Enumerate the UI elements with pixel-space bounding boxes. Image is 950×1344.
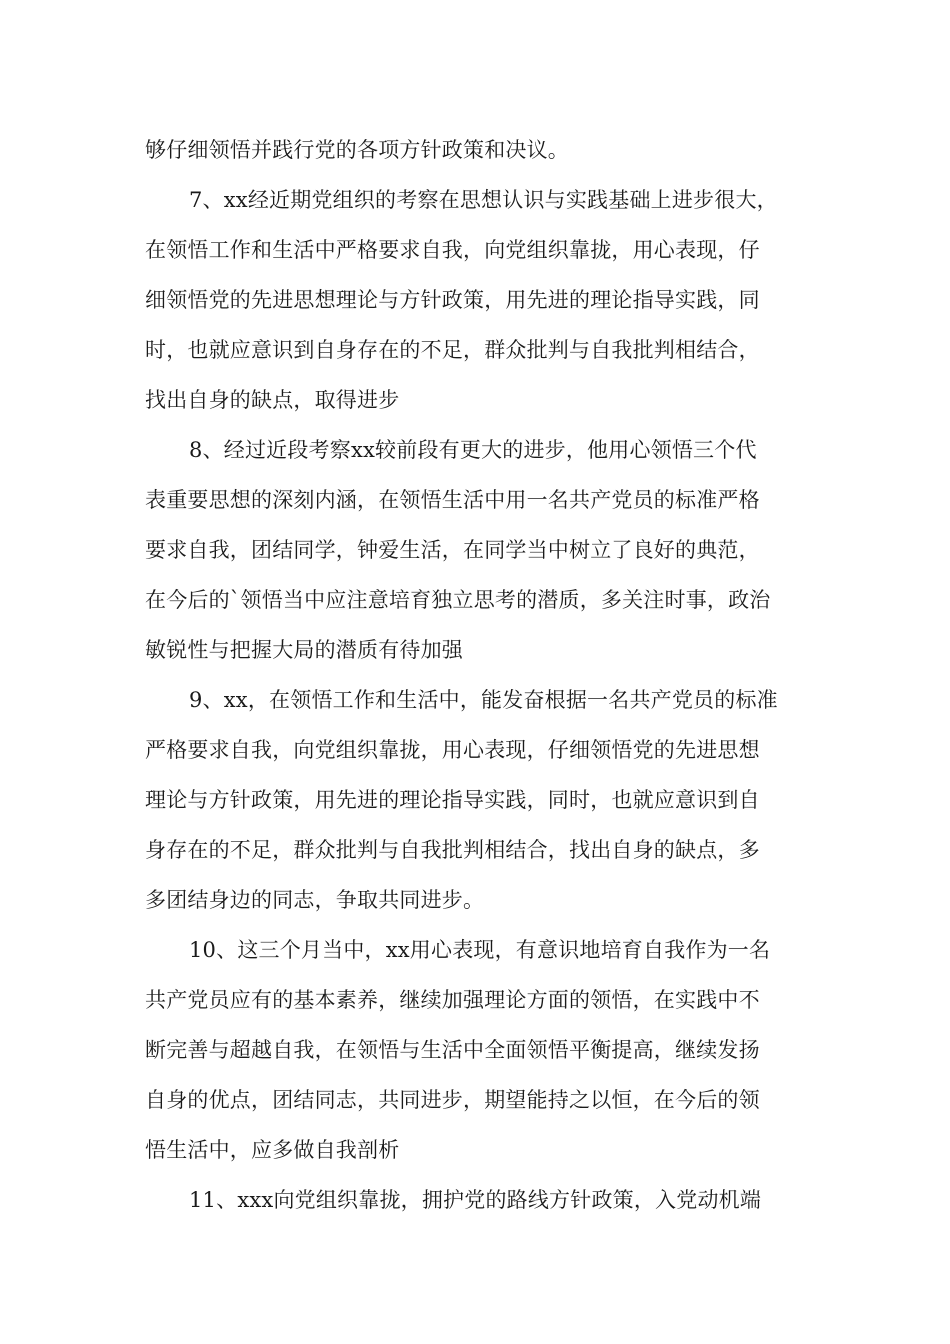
- text-line: 理论与方针政策，用先进的理论指导实践，同时，也就应意识到自: [145, 788, 760, 812]
- text-line: 多团结身边的同志，争取共同进步。: [145, 888, 485, 912]
- paragraph-11-line: 11、xxx向党组织靠拢，拥护党的路线方针政策，入党动机端: [189, 1188, 762, 1212]
- text-line: 悟生活中，应多做自我剖析: [145, 1138, 400, 1162]
- text-line: 找出自身的缺点，取得进步: [145, 388, 400, 412]
- text-line: 要求自我，团结同学，钟爱生活，在同学当中树立了良好的典范，: [145, 538, 760, 562]
- paragraph-8-line: 8、经过近段考察xx较前段有更大的进步，他用心领悟三个代: [189, 438, 757, 462]
- text-line: 敏锐性与把握大局的潜质有待加强: [145, 638, 463, 662]
- text-line: 共产党员应有的基本素养，继续加强理论方面的领悟，在实践中不: [145, 988, 760, 1012]
- text-line: 表重要思想的深刻内涵，在领悟生活中用一名共产党员的标准严格: [145, 488, 760, 512]
- paragraph-9-line: 9、xx，在领悟工作和生活中，能发奋根据一名共产党员的标准: [189, 688, 778, 712]
- text-line: 够仔细领悟并践行党的各项方针政策和决议。: [145, 138, 569, 162]
- paragraph-10-line: 10、这三个月当中，xx用心表现，有意识地培育自我作为一名: [189, 938, 771, 962]
- text-line: 自身的优点，团结同志，共同进步，期望能持之以恒，在今后的领: [145, 1088, 760, 1112]
- text-line: 身存在的不足，群众批判与自我批判相结合，找出自身的缺点，多: [145, 838, 760, 862]
- text-line: 在领悟工作和生活中严格要求自我，向党组织靠拢，用心表现，仔: [145, 238, 760, 262]
- text-line: 严格要求自我，向党组织靠拢，用心表现，仔细领悟党的先进思想: [145, 738, 760, 762]
- text-line: 断完善与超越自我，在领悟与生活中全面领悟平衡提高，继续发扬: [145, 1038, 760, 1062]
- text-line: 在今后的`领悟当中应注意培育独立思考的潜质，多关注时事，政治: [145, 588, 771, 612]
- paragraph-7-line: 7、xx经近期党组织的考察在思想认识与实践基础上进步很大，: [189, 188, 778, 212]
- text-line: 细领悟党的先进思想理论与方针政策，用先进的理论指导实践，同: [145, 288, 760, 312]
- text-line: 时，也就应意识到自身存在的不足，群众批判与自我批判相结合，: [145, 338, 760, 362]
